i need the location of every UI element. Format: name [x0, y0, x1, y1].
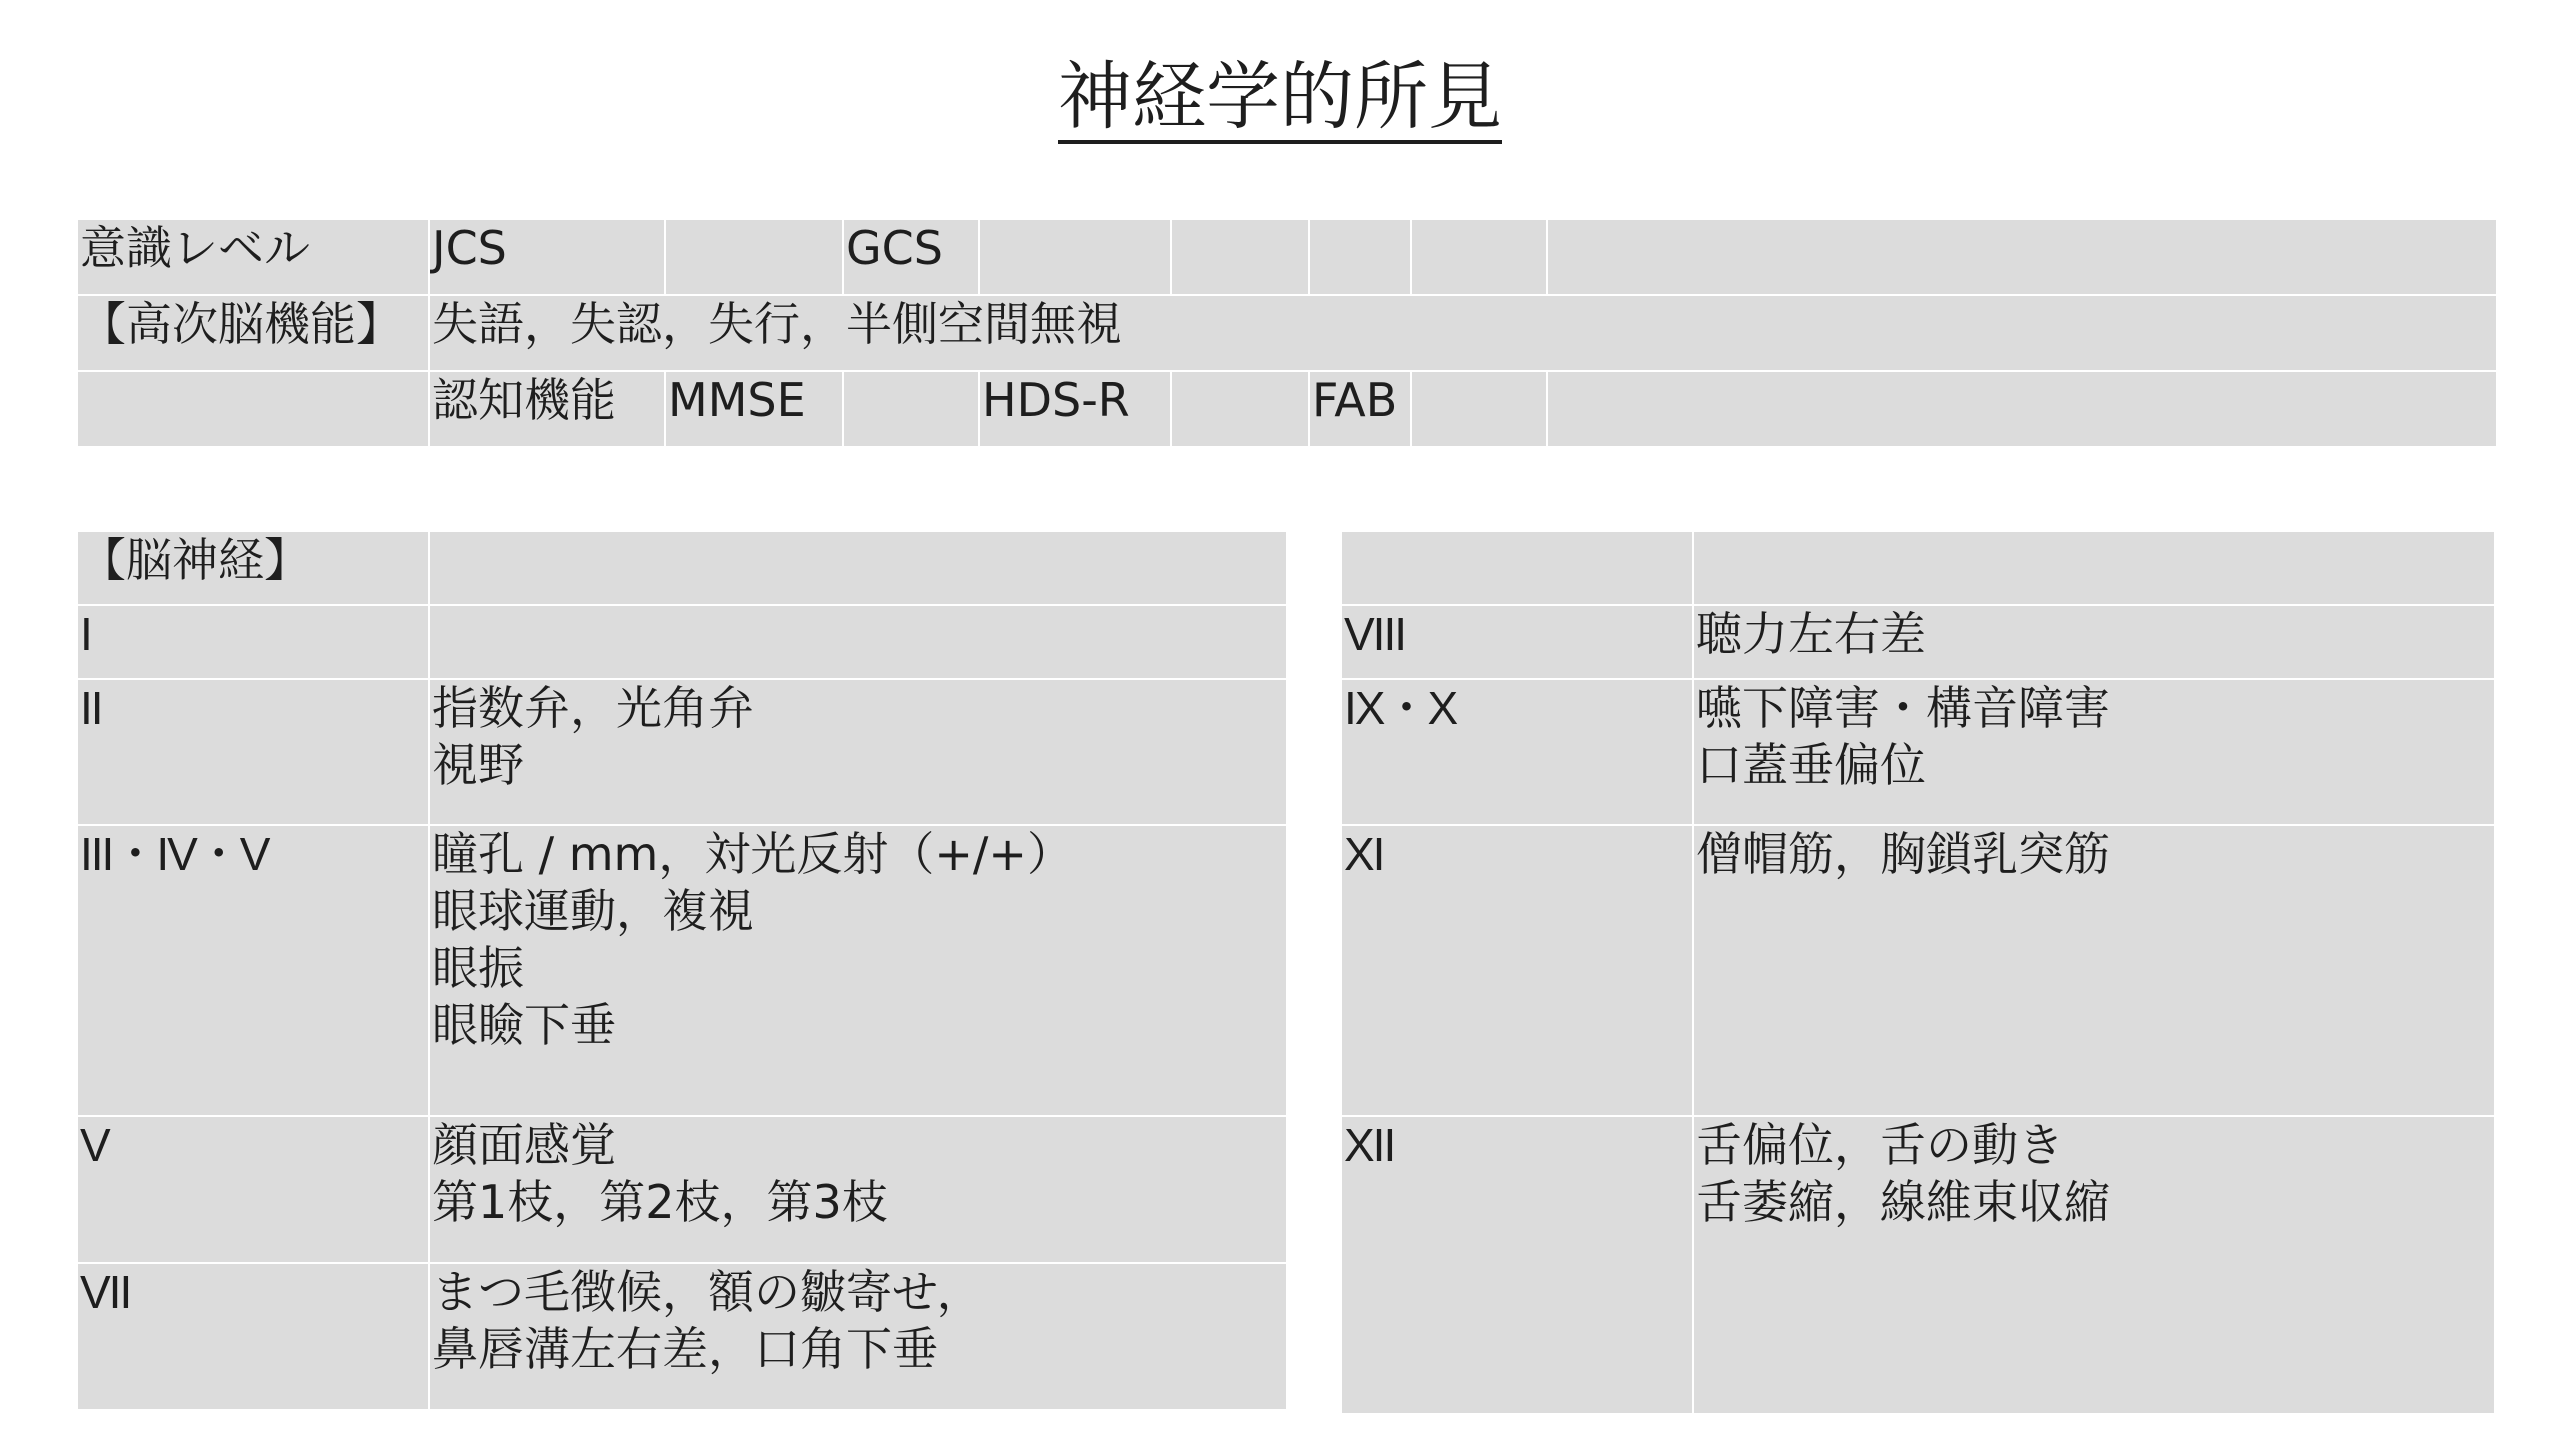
nerve-label: V — [77, 1116, 429, 1263]
finding-line: 眼振 — [432, 941, 524, 995]
nerve-label: XI — [1341, 825, 1693, 1116]
consciousness-note-cell[interactable] — [1547, 219, 2497, 295]
nerve-findings-cell[interactable] — [429, 679, 1287, 825]
nerve-findings-cell[interactable] — [429, 1263, 1287, 1410]
hdsr-label: HDS-R — [979, 371, 1171, 447]
nerve-label: I — [77, 605, 429, 679]
jcs-label: JCS — [429, 219, 665, 295]
cognition-note-cell[interactable] — [1547, 371, 2497, 447]
gcs-m-cell[interactable] — [1309, 219, 1411, 295]
consciousness-level-label: 意識レベル — [77, 219, 429, 295]
right-header-blank — [1693, 531, 2495, 605]
nerve-label: VIII — [1341, 605, 1693, 679]
page-title — [0, 52, 2560, 142]
nerve-findings-cell[interactable] — [1693, 825, 2495, 1116]
cranial-nerve-table-left — [76, 530, 1288, 1411]
nerve-label: III・IV・V — [77, 825, 429, 1116]
nerve-label: XII — [1341, 1116, 1693, 1414]
finding-line: 口蓋垂偏位 — [1696, 738, 1926, 792]
cranial-nerve-table-right — [1340, 530, 2496, 1415]
finding-line: 顔面感覚 — [432, 1118, 616, 1172]
nerve-label: IX・X — [1341, 679, 1693, 825]
nerve-findings-cell[interactable] — [429, 825, 1287, 1116]
finding-line: 指数弁，光角弁 — [432, 681, 754, 735]
nerve-findings-cell[interactable] — [1693, 1116, 2495, 1414]
higher-brain-function-label: 【高次脳機能】 — [77, 295, 429, 371]
empty-label-cell — [77, 371, 429, 447]
finding-line: 第1枝，第2枝，第3枝 — [432, 1175, 888, 1229]
nerve-findings-cell[interactable] — [429, 1116, 1287, 1263]
nerve-findings-cell[interactable] — [429, 605, 1287, 679]
nerve-findings-cell[interactable] — [1693, 679, 2495, 825]
hdsr-value-cell[interactable] — [1171, 371, 1309, 447]
finding-line: 聴力左右差 — [1696, 607, 1926, 661]
finding-line: 舌偏位，舌の動き — [1696, 1118, 2064, 1172]
finding-line: 瞳孔 / mm，対光反射（+/+） — [432, 827, 1073, 881]
finding-line: 鼻唇溝左右差，口角下垂 — [432, 1322, 938, 1376]
cranial-nerve-header: 【脳神経】 — [77, 531, 429, 605]
finding-line: 眼球運動，複視 — [432, 884, 754, 938]
higher-brain-function-content: 失語，失認，失行，半側空間無視 — [429, 295, 2497, 371]
finding-line: 嚥下障害・構音障害 — [1696, 681, 2110, 735]
fab-label: FAB — [1309, 371, 1411, 447]
cognition-label: 認知機能 — [429, 371, 665, 447]
consciousness-table — [76, 218, 2498, 448]
jcs-value-cell[interactable] — [665, 219, 843, 295]
gcs-label: GCS — [843, 219, 979, 295]
finding-line: 舌萎縮，線維束収縮 — [1696, 1175, 2110, 1229]
gcs-total-cell[interactable] — [1411, 219, 1547, 295]
nerve-findings-cell[interactable] — [1693, 605, 2495, 679]
right-header-blank — [1341, 531, 1693, 605]
finding-line: 視野 — [432, 738, 524, 792]
fab-value-cell[interactable] — [1411, 371, 1547, 447]
mmse-label: MMSE — [665, 371, 843, 447]
finding-line: まつ毛徴候，額の皺寄せ， — [432, 1265, 983, 1319]
nerve-label: II — [77, 679, 429, 825]
mmse-value-cell[interactable] — [843, 371, 979, 447]
finding-line: 僧帽筋，胸鎖乳突筋 — [1696, 827, 2110, 881]
page-title-text: 神経学的所見 — [1058, 54, 1502, 144]
gcs-v-cell[interactable] — [1171, 219, 1309, 295]
finding-line: 眼瞼下垂 — [432, 998, 616, 1052]
gcs-e-cell[interactable] — [979, 219, 1171, 295]
nerve-label: VII — [77, 1263, 429, 1410]
cranial-nerve-header-blank — [429, 531, 1287, 605]
